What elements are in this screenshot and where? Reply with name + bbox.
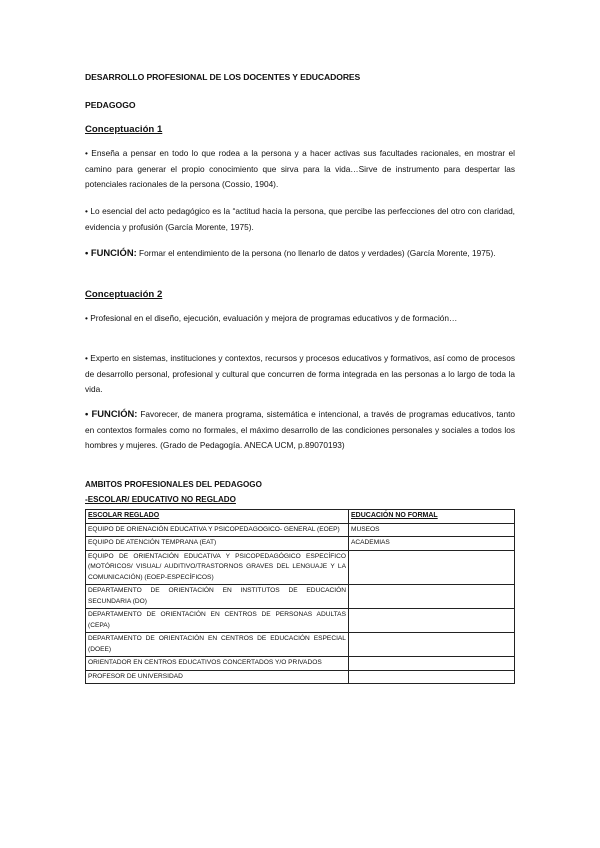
table-row	[86, 609, 515, 633]
table-row	[86, 633, 515, 657]
table-cell	[348, 550, 514, 585]
concept1-function-label: • FUNCIÓN:	[85, 247, 137, 258]
table-cell: ACADEMIAS	[348, 537, 514, 551]
table-cell: EQUIPO DE ATENCIÓN TEMPRANA (EAT)	[86, 537, 349, 551]
table-cell: ORIENTADOR EN CENTROS EDUCATIVOS CONCERTADOS Y/O PRIVADOS	[86, 657, 349, 671]
table-cell: MUSEOS	[348, 523, 514, 537]
table-cell	[348, 670, 514, 684]
header-educacion-no-formal: EDUCACIÓN NO FORMAL	[348, 510, 514, 524]
table-cell: EQUIPO DE ORIENTACIÓN EDUCATIVA Y PSICOPEDAGÓGICO ESPECÍFICO (MOTÓRICOS/ VISUAL/ AUDITIVO/TRASTORNOS GRAVES DEL LENGUAJE Y LA COMUNICACIÓN) (EOEP-ESPECÍFICOS)	[86, 550, 349, 585]
concept1-heading: Conceptuación 1	[85, 124, 163, 135]
table-cell	[348, 585, 514, 609]
ambitos-title: AMBITOS PROFESIONALES DEL PEDAGOGO	[85, 480, 262, 489]
table-row	[86, 537, 515, 551]
table-row	[86, 670, 515, 684]
table-cell: PROFESOR DE UNIVERSIDAD	[86, 670, 349, 684]
ambitos-table	[85, 509, 515, 684]
concept1-function-text: Formar el entendimiento de la persona (no llenarlo de datos y verdades) (García Morente, 1975).	[136, 248, 496, 258]
table-cell: DEPARTAMENTO DE ORIENTACIÓN EN INSTITUTOS DE EDUCACIÓN SECUNDARIA (DO)	[86, 585, 349, 609]
table-cell: EQUIPO DE ORIENACIÓN EDUCATIVA Y PSICOPEDAGOGICO- GENERAL (EOEP)	[86, 523, 349, 537]
table-cell	[348, 657, 514, 671]
table-row	[86, 523, 515, 537]
table-row	[86, 585, 515, 609]
table-cell	[348, 609, 514, 633]
table-row	[86, 657, 515, 671]
concept1-paragraph-1: • Enseña a pensar en todo lo que rodea a la persona y a hacer activas sus facultades racionales, en mostrar el camino para generar el propio conocimiento que sirva para la vida…Sirve de instrumento para despertar las potenciales racionales de la persona (Cossio, 1904).	[85, 148, 515, 190]
concept2-paragraph-1: • Profesional en el diseño, ejecución, evaluación y mejora de programas educativos y de formación…	[85, 313, 458, 323]
table-row	[86, 550, 515, 585]
concept2-function-text: Favorecer, de manera programa, sistemática e intencional, a través de programas educativos, tanto en contextos formales como no formales, el máximo desarrollo de las condiciones personales y sociales a todos los hombres y mujeres. (Grado de Pedagogía. ANECA UCM, p.89070193)	[85, 409, 515, 451]
concept1-paragraph-2: • Lo esencial del acto pedagógico es la “actitud hacia la persona, que percibe las perfecciones del otro con claridad, evidencia y profusión (García Morente, 1975).	[85, 206, 515, 232]
header-escolar-reglado: ESCOLAR REGLADO	[86, 510, 349, 524]
concept2-function	[85, 406, 515, 454]
ambitos-subtitle: -ESCOLAR/ EDUCATIVO NO REGLADO	[85, 495, 236, 504]
table-cell: DEPARTAMENTO DE ORIENTACIÓN EN CENTROS DE EDUCACIÓN ESPECIAL (DOEE)	[86, 633, 349, 657]
concept2-heading: Conceptuación 2	[85, 289, 163, 300]
table-cell: DEPARTAMENTO DE ORIENTACIÓN EN CENTROS DE PERSONAS ADULTAS (CEPA)	[86, 609, 349, 633]
concept2-paragraph-2: • Experto en sistemas, instituciones y contextos, recursos y procesos educativos y formativos, así como de procesos de desarrollo personal, profesional y cultural que concurren de forma integrada en las personas a lo largo de toda la vida.	[85, 353, 515, 395]
table-header-row	[86, 510, 515, 524]
table-cell	[348, 633, 514, 657]
document-subtitle: PEDAGOGO	[85, 100, 136, 110]
document-title: DESARROLLO PROFESIONAL DE LOS DOCENTES Y EDUCADORES	[85, 72, 361, 82]
concept1-function	[85, 245, 515, 262]
concept2-function-label: • FUNCIÓN:	[85, 408, 138, 419]
